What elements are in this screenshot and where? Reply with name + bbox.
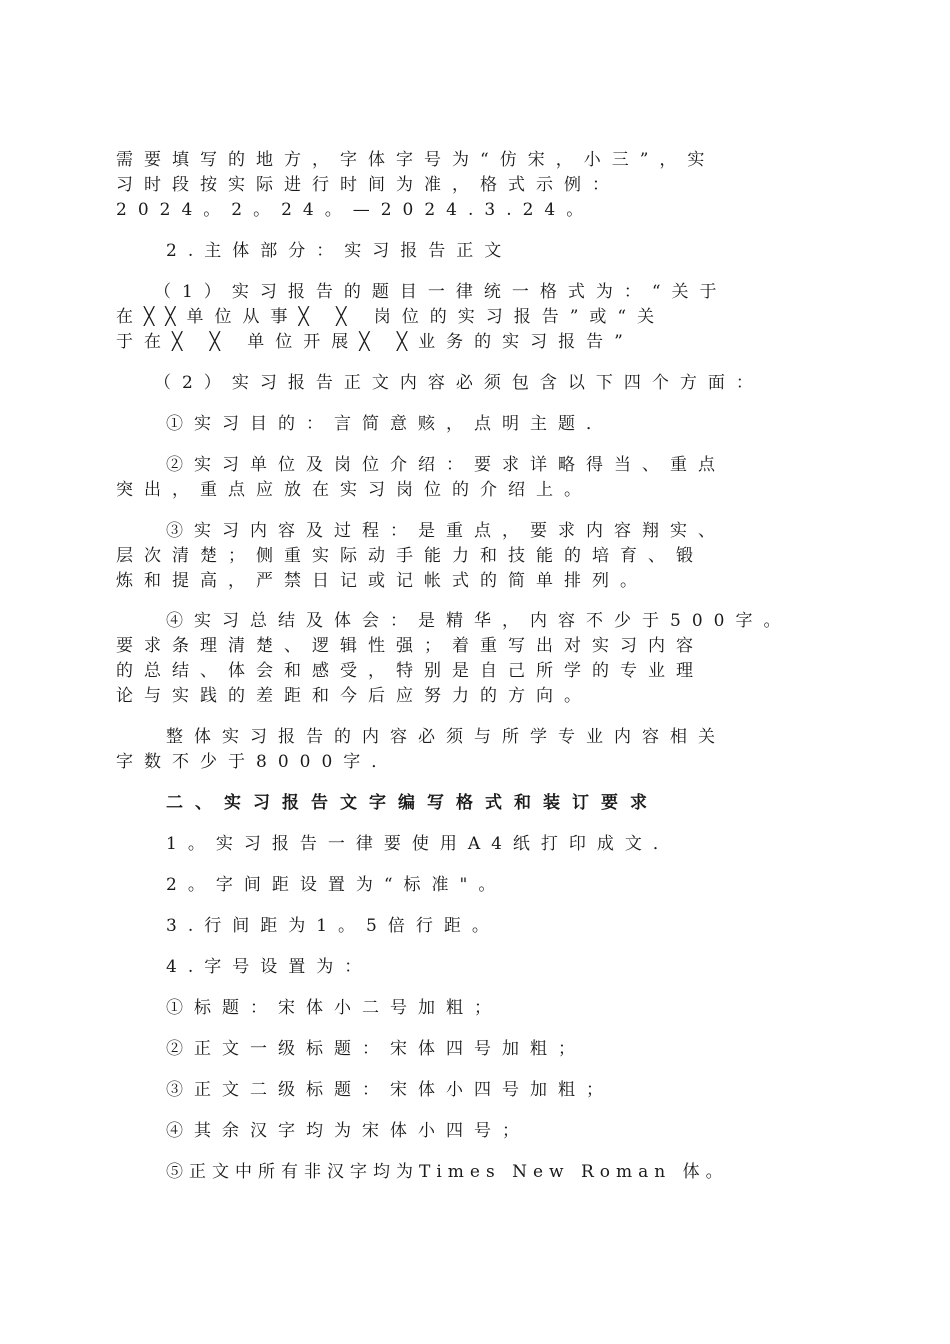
paragraph-line: 于在╳ ╳ 单位开展╳ ╳业务的实习报告” <box>116 332 634 352</box>
list-item: ③正文二级标题：宋体小四号加粗； <box>166 1080 614 1100</box>
list-item: 4.字号设置为： <box>166 957 373 977</box>
list-item: ⑤正文中所有非汉字均为Times New Roman 体。 <box>166 1162 729 1182</box>
paragraph-line: 字数不少于8000字． <box>116 752 400 772</box>
list-item: ④其余汉字均为宋体小四号； <box>166 1121 530 1141</box>
list-item: ④实习总结及体会：是精华，内容不少于500字。 <box>166 611 792 631</box>
paragraph-line: 需要填写的地方，字体字号为“仿宋，小三”，实 <box>116 150 716 170</box>
paragraph-line: 炼和提高，严禁日记或记帐式的简单排列。 <box>116 571 648 591</box>
list-item: 1。实习报告一律要使用A4纸打印成文． <box>166 834 681 854</box>
section-line-main-body: 2.主体部分：实习报告正文 <box>166 241 513 261</box>
paragraph-line: （1）实习报告的题目一律统一格式为：“关于 <box>154 282 728 302</box>
paragraph-line: 习时段按实际进行时间为准，格式示例： <box>116 175 620 195</box>
paragraph-line: 要求条理清楚、逻辑性强；着重写出对实习内容 <box>116 636 704 656</box>
list-item: ③实习内容及过程：是重点，要求内容翔实、 <box>166 521 726 541</box>
paragraph-line: 突出，重点应放在实习岗位的介绍上。 <box>116 480 592 500</box>
paragraph-line: 层次清楚；侧重实际动手能力和技能的培育、锻 <box>116 546 704 566</box>
paragraph-line: （2）实习报告正文内容必须包含以下四个方面： <box>154 373 764 393</box>
list-item: ②正文一级标题：宋体四号加粗； <box>166 1039 586 1059</box>
list-item: ②实习单位及岗位介绍：要求详略得当、重点 <box>166 455 726 475</box>
paragraph-line: 整体实习报告的内容必须与所学专业内容相关 <box>166 727 726 747</box>
list-item: ①标题：宋体小二号加粗； <box>166 998 502 1018</box>
list-item: ①实习目的：言简意赅，点明主题． <box>166 414 614 434</box>
list-item: 2。字间距设置为“标准"。 <box>166 875 507 895</box>
list-item: 3.行间距为1。5倍行距。 <box>166 916 500 936</box>
paragraph-line: 的总结、体会和感受，特别是自己所学的专业理 <box>116 661 704 681</box>
section-heading: 二、实习报告文字编写格式和装订要求 <box>166 793 659 813</box>
paragraph-line: 论与实践的差距和今后应努力的方向。 <box>116 686 592 706</box>
paragraph-line: 在╳╳单位从事╳ ╳ 岗位的实习报告”或“关 <box>116 307 666 327</box>
paragraph-line: 2024。2。24。—2024.3.24。 <box>116 200 595 220</box>
